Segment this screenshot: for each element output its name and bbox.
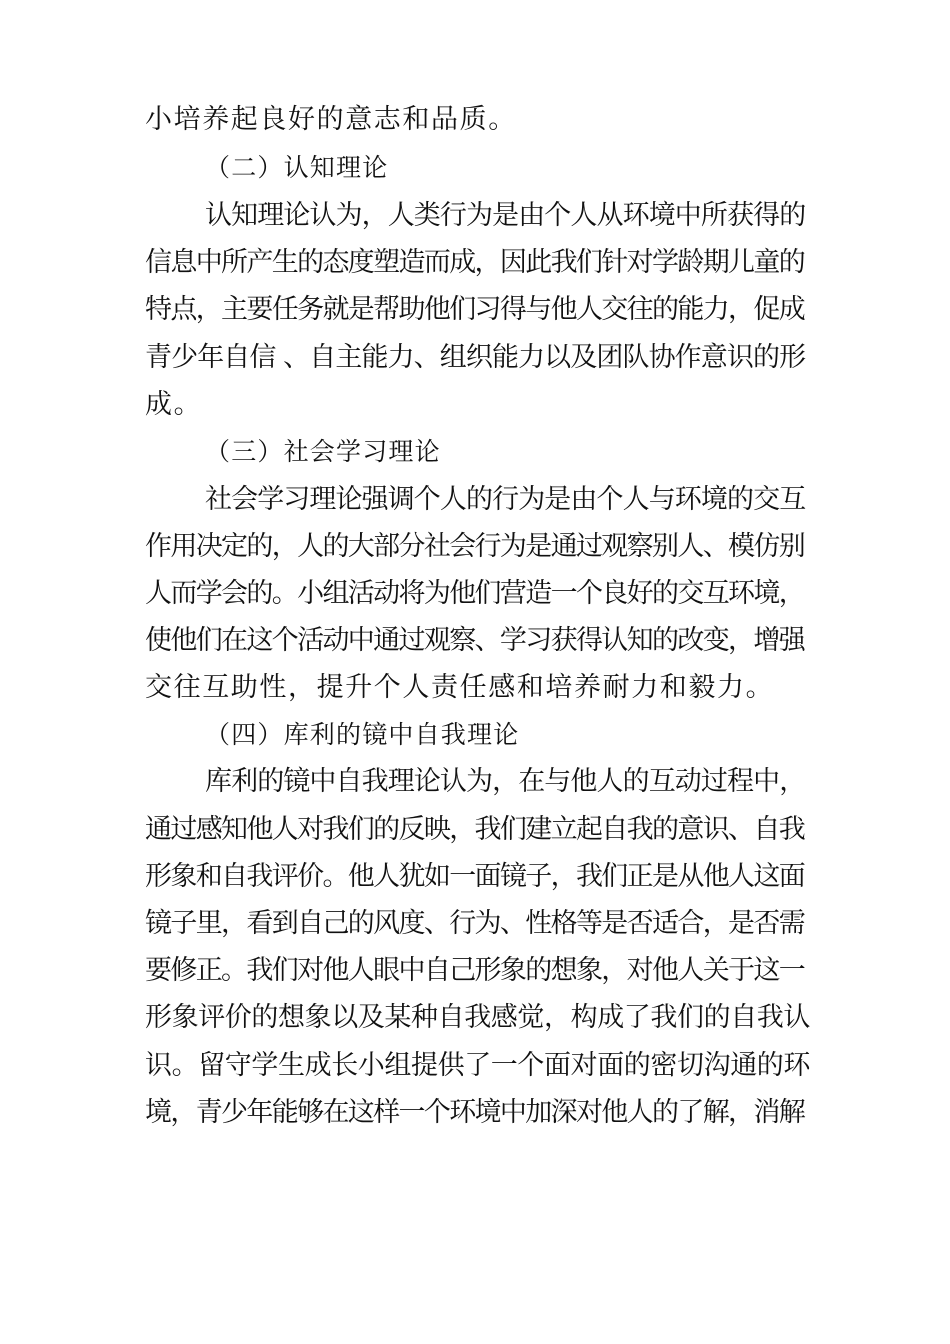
paragraph-line: 库利的镜中自我理论认为，在与他人的互动过程中， bbox=[205, 766, 806, 797]
section-heading-looking-glass-self: （四）库利的镜中自我理论 bbox=[205, 720, 520, 749]
paragraph-line: 青少年自信 、自主能力、组织能力以及团队协作意识的形 bbox=[145, 342, 806, 373]
paragraph-line: 人而学会的。小组活动将为他们营造一个良好的交互环境， bbox=[145, 578, 805, 609]
paragraph-line: 社会学习理论强调个人的行为是由个人与环境的交互 bbox=[205, 484, 806, 515]
paragraph-line: 形象和自我评价。他人犹如一面镜子，我们正是从他人这面 bbox=[145, 861, 805, 892]
paragraph-line: 作用决定的，人的大部分社会行为是通过观察别人、模仿别 bbox=[145, 531, 805, 562]
paragraph-line: 形象评价的想象以及某种自我感觉，构成了我们的自我认 bbox=[145, 1002, 810, 1033]
section-heading-social-learning-theory: （三）社会学习理论 bbox=[205, 437, 441, 466]
paragraph-line: 特点，主要任务就是帮助他们习得与他人交往的能力，促成 bbox=[145, 294, 805, 325]
paragraph-line: 镜子里，看到自己的风度、行为、性格等是否适合，是否需 bbox=[145, 908, 805, 939]
section-heading-cognitive-theory: （二）认知理论 bbox=[205, 153, 389, 182]
paragraph-line: 要修正。我们对他人眼中自己形象的想象，对他人关于这一 bbox=[145, 955, 805, 986]
paragraph-line: 识。留守学生成长小组提供了一个面对面的密切沟通的环 bbox=[145, 1050, 810, 1081]
paragraph-line: 使他们在这个活动中通过观察、学习获得认知的改变，增强 bbox=[145, 625, 805, 656]
paragraph-line: 交往互助性，提升个人责任感和培养耐力和毅力。 bbox=[145, 672, 775, 703]
paragraph-line: 认知理论认为，人类行为是由个人从环境中所获得的 bbox=[205, 200, 806, 231]
paragraph-line: 境，青少年能够在这样一个环境中加深对他人的了解，消解 bbox=[145, 1097, 805, 1128]
paragraph-line: 通过感知他人对我们的反映，我们建立起自我的意识、自我 bbox=[145, 814, 805, 845]
paragraph-line: 成。 bbox=[145, 389, 203, 420]
paragraph-line: 信息中所产生的态度塑造而成，因此我们针对学龄期儿童的 bbox=[145, 247, 805, 278]
paragraph-line: 小培养起良好的意志和品质。 bbox=[145, 104, 517, 135]
